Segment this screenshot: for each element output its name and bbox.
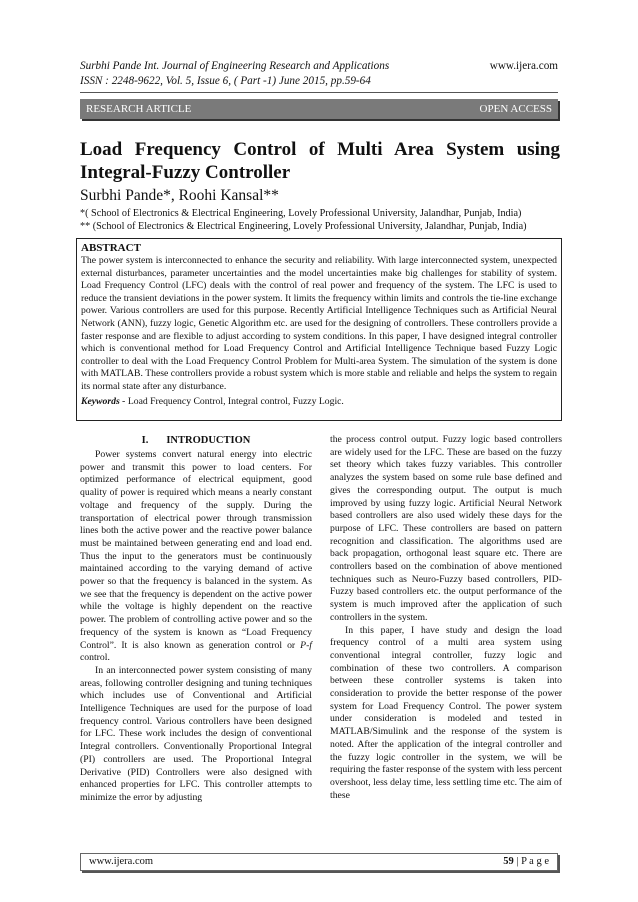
page-footer	[80, 853, 558, 871]
intro-paragraph-3: In this paper, I have study and design the load frequency control of a multi area system using conventional integral controller, fuzzy logic and combination of these two controllers. A comparison between these controller systems is taken into consideration to provide the better response of the power system for Load Frequency Control. The power system under consideration is modeled and tested in MATLAB/Simulink and the response of the system is noted. After the application of the integral controller and the fuzzy logic controller in the system, we will be requiring the faster response of the system with less percent overshoot, less delay time, less settling time etc. The aim of these	[330, 624, 562, 801]
keywords-text: Load Frequency Control, Integral control, Fuzzy Logic.	[125, 395, 344, 407]
body-column-right	[330, 434, 562, 834]
journal-citation-line1: Surbhi Pande Int. Journal of Engineering Research and Applications	[80, 60, 390, 72]
author-affiliation-1: *( School of Electronics & Electrical Engineering, Lovely Professional University, Jalandhar, Punjab, India)	[80, 208, 522, 219]
section-heading-introduction	[80, 434, 312, 448]
body-column-left	[80, 434, 312, 834]
footer-website-link[interactable]: www.ijera.com	[89, 856, 154, 867]
keywords-line	[81, 395, 557, 408]
intro-paragraph-2-continued: the process control output. Fuzzy logic based controllers are widely used for the LFC. These are based on the fuzzy set theory which takes fuzzy variables. This controller analyzes the system based on some rule base defined and gives the corresponding output. The output is much improved by using fuzzy logic. Artificial Neural Network based controllers are also used widely these days for the purpose of LFC. These controllers are based on pattern recognition and classification. The algorithms used are back propagation, orthogonal least square etc. There are controllers based on the combination of above mentioned techniques such as Neuro-Fuzzy based controllers, PID-Fuzzy based controllers etc. the output performance of the system is much improved after the application of such controllers in the system.	[330, 434, 562, 623]
paper-title: Load Frequency Control of Multi Area System using Integral-Fuzzy Controller	[80, 139, 560, 183]
running-header	[80, 59, 558, 89]
header-website-link[interactable]: www.ijera.com	[489, 60, 558, 72]
page-number: 59 | P a g e	[503, 856, 549, 867]
author-affiliation-2: ** (School of Electronics & Electrical Engineering, Lovely Professional University, Jalandhar, Punjab, India)	[80, 221, 527, 232]
section-number: I.	[141, 435, 149, 446]
article-type-label: RESEARCH ARTICLE	[86, 103, 192, 115]
article-type-bar	[80, 99, 558, 119]
header-divider	[80, 92, 558, 93]
open-access-label: OPEN ACCESS	[479, 103, 552, 115]
abstract-text: The power system is interconnected to enhance the security and reliability. With large interconnected system, unexpected external disturbances, parameter uncertainties and the model uncertainties make big challenges for stability of system. Load Frequency Control (LFC) deals with the control of real power and frequency of the system. The LFC is used to reduce the transient deviations in the power system. It limits the frequency within limits and controls the tie-line exchange power. Various controllers are used for this purpose. Recently Artificial Intelligence Techniques such as Artificial Neural Network (ANN), fuzzy logic, Genetic Algorithm etc. are used for the designing of controllers. These controllers provide a faster response and are flexible to adjust according to system conditions. In this paper, I have designed integral controller which is conventional method for Load Frequency Control and Artificial Intelligence Technique based Fuzzy Logic controller to deal with the Load Frequency Control Problem for Multi-area System. The simulation of the system is done with MATLAB. These controllers provide a robust system which is more stable and reliable and helps the system to regain its normal state after any disturbance.	[81, 255, 557, 392]
keywords-label: Keywords -	[81, 395, 126, 407]
intro-paragraph-1: Power systems convert natural energy into electric power and transmit this power to load centers. For optimized performance of electrical equipment, good quality of power is required which means a nearly constant voltage and frequency of the supply. During the transportation of electrical power through transmission lines both the active power and the reactive power balance must be maintained between generating end and load end. Thus the input to the generators must be continuously maintained according to the varying demand of active power so that the frequency is balanced in the system. As we see that the frequency is dependent on the active power while the voltage is highly dependent on the reactive power. The problem of controlling active power and so the frequency of the system is known as “Load Frequency Control”. It is also known as generation control or P-f control.	[80, 449, 312, 664]
paper-authors: Surbhi Pande*, Roohi Kansal**	[80, 187, 279, 204]
intro-paragraph-2: In an interconnected power system consisting of many areas, following controller designing and tuning techniques which includes use of Conventional and Artificial Intelligence Techniques are used for the purpose of load frequency control. Various controllers have been designed for LFC. These work includes the design of conventional Integral controllers. Conventionally Proportional Integral (PI) controllers are used. The Proportional Integral Derivative (PID) Controllers were also designed with enhanced properties for LFC. This controller attempts to minimize the error by adjusting	[80, 664, 312, 803]
journal-citation-line2: ISSN : 2248-9622, Vol. 5, Issue 6, ( Part -1) June 2015, pp.59-64	[80, 75, 371, 87]
abstract-heading: ABSTRACT	[81, 242, 141, 254]
abstract-box	[76, 238, 562, 421]
section-title: INTRODUCTION	[166, 435, 251, 446]
